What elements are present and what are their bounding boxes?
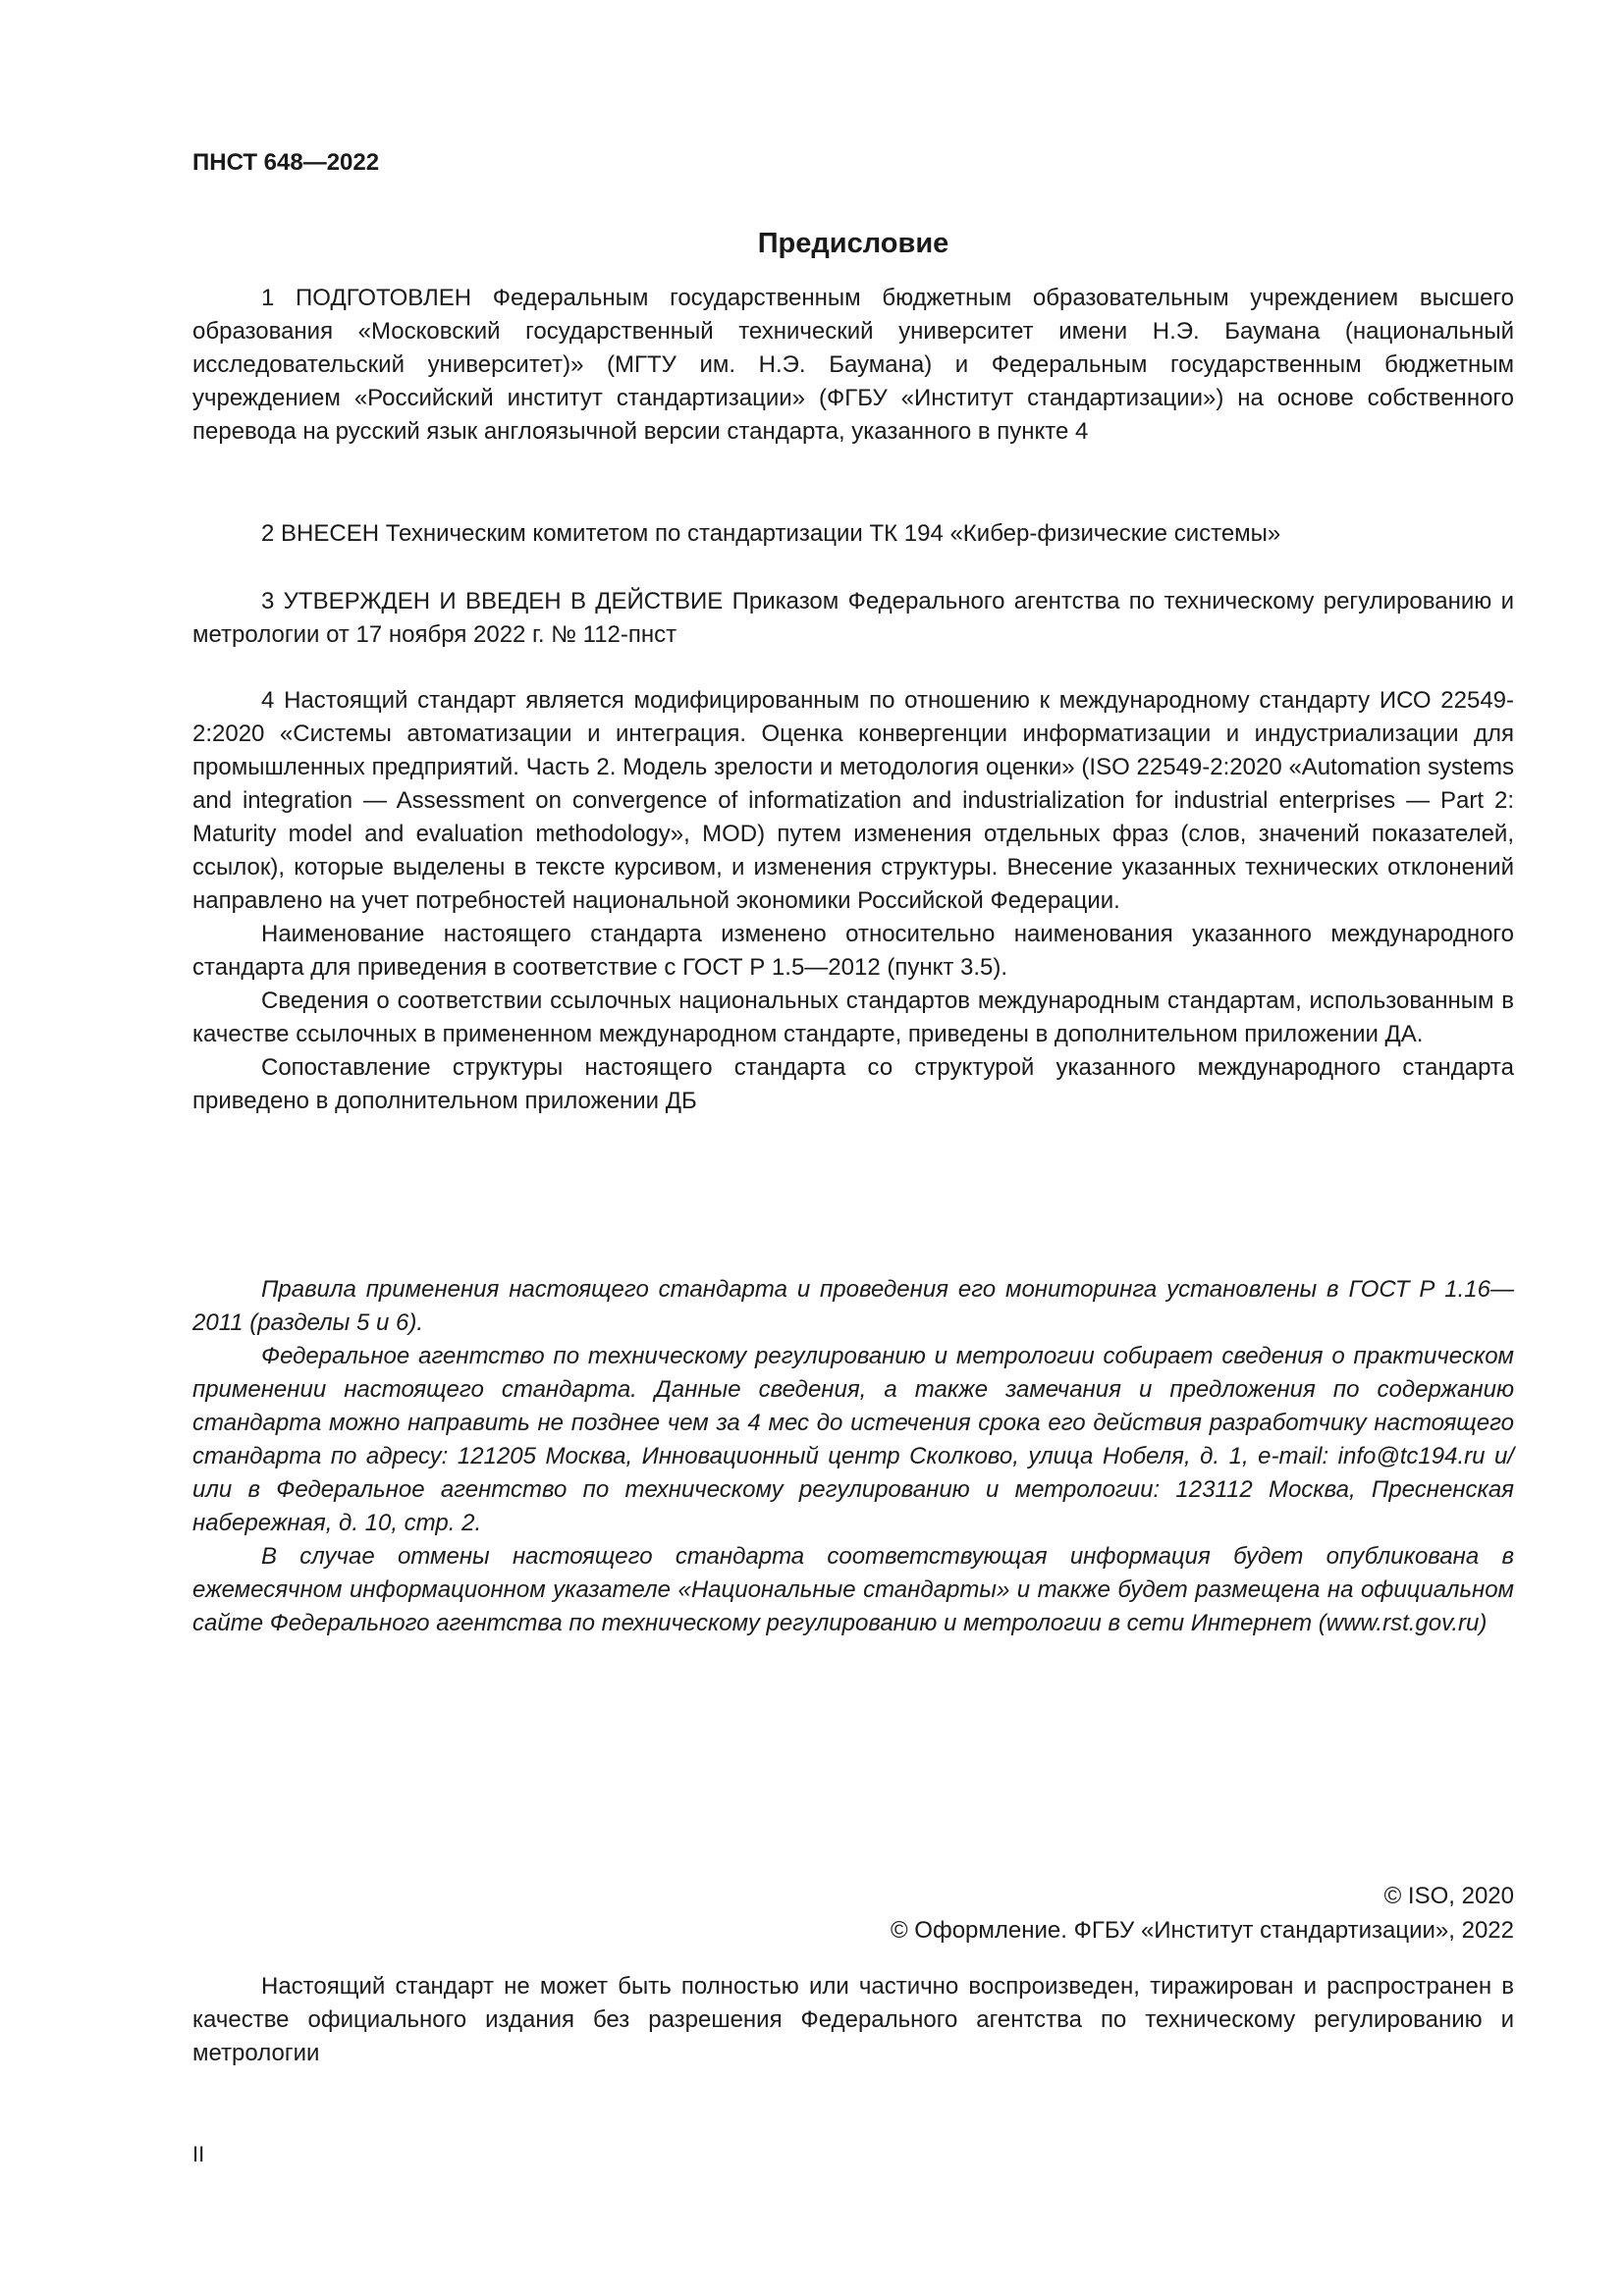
foreword-title: Предисловие [757,228,949,259]
reproduction-notice [192,1970,1514,2070]
rules-paragraph-monitoring: Правила применения настоящего стандарта и проведения его мониторинга установлены в ГОСТ Р 1.16—2011 (разделы 5 и 6). [192,1276,1514,1336]
copyright-iso: © ISO, 2020 [1383,1883,1514,1909]
foreword-item-3 [192,585,1514,652]
foreword-paragraph-approved: 3 УТВЕРЖДЕН И ВВЕДЕН В ДЕЙСТВИЕ Приказом Федерального агентства по техническому регулированию и метрологии от 17 ноября 2022 г. № 112-пнст [192,588,1514,648]
copyright-design: © Оформление. ФГБУ «Институт стандартизации», 2022 [890,1917,1514,1944]
foreword-item-1 [192,282,1514,449]
copyright-block [630,1879,1514,1948]
foreword-paragraph-modified: 4 Настоящий стандарт является модифицированным по отношению к международному стандарту ИСО 22549-2:2020 «Системы автоматизации и интеграция. Оценка конвергенции информатизации и индустриализации для промышленных предприятий. Часть 2. Модель зрелости и методология оценки» (ISO 22549-2:2020 «Automation systems and integration — Assessment on convergence of informatization and industrialization for industrial enterprises — Part 2: Maturity model and evaluation methodology», MOD) путем изменения отдельных фраз (слов, значений показателей, ссылок), которые выделены в тексте курсивом, и изменения структуры. Внесение указанных технических отклонений направлено на учет потребностей национальной экономики Российской Федерации. [192,687,1514,914]
rules-paragraph-cancellation: В случае отмены настоящего стандарта соответствующая информация будет опубликована в ежемесячном информационном указателе «Национальные стандарты» и также будет размещена на официальном сайте Федерального агентства по техническому регулированию и метрологии в сети Интернет (www.rst.gov.ru) [192,1543,1514,1636]
document-code: ПНСТ 648—2022 [192,149,380,176]
page-number: II [192,2142,205,2166]
foreword-item-2 [192,517,1514,551]
foreword-paragraph-references: Сведения о соответствии ссылочных национальных стандартов международным стандартам, использованным в качестве ссылочных в примененном международном стандарте, приведены в дополнительном приложении ДА. [192,988,1514,1047]
application-rules [192,1273,1514,1640]
foreword-paragraph-structure: Сопоставление структуры настоящего стандарта со структурой указанного международного стандарта приведено в дополнительном приложении ДБ [192,1054,1514,1114]
reproduction-notice-text: Настоящий стандарт не может быть полностью или частично воспроизведен, тиражирован и распространен в качестве официального издания без разрешения Федерального агентства по техническому регулированию и метрологии [192,1973,1514,2066]
foreword-paragraph-introduced: 2 ВНЕСЕН Техническим комитетом по стандартизации ТК 194 «Кибер-физические системы» [261,520,1281,547]
foreword-paragraph-prepared: 1 ПОДГОТОВЛЕН Федеральным государственным бюджетным образовательным учреждением высшего образования «Московский государственный технический университет имени Н.Э. Баумана (национальный исследовательский университет)» (МГТУ им. Н.Э. Баумана) и Федеральным государственным бюджетным учреждением «Российский институт стандартизации» (ФГБУ «Институт стандартизации») на основе собственного перевода на русский язык англоязычной версии стандарта, указанного в пункте 4 [192,285,1514,445]
foreword-paragraph-title-change: Наименование настоящего стандарта изменено относительно наименования указанного международного стандарта для приведения в соответствие с ГОСТ Р 1.5—2012 (пункт 3.5). [192,921,1514,981]
rules-paragraph-feedback: Федеральное агентство по техническому регулированию и метрологии собирает сведения о практическом применении настоящего стандарта. Данные сведения, а также замечания и предложения по содержанию стандарта можно направить не позднее чем за 4 мес до истечения срока его действия разработчику настоящего стандарта по адресу: 121205 Москва, Инновационный центр Сколково, улица Нобеля, д. 1, e-mail: info@tc194.ru и/или в Федеральное агентство по техническому регулированию и метрологии: 123112 Москва, Пресненская набережная, д. 10, стр. 2. [192,1343,1514,1536]
foreword-item-4 [192,684,1514,1118]
